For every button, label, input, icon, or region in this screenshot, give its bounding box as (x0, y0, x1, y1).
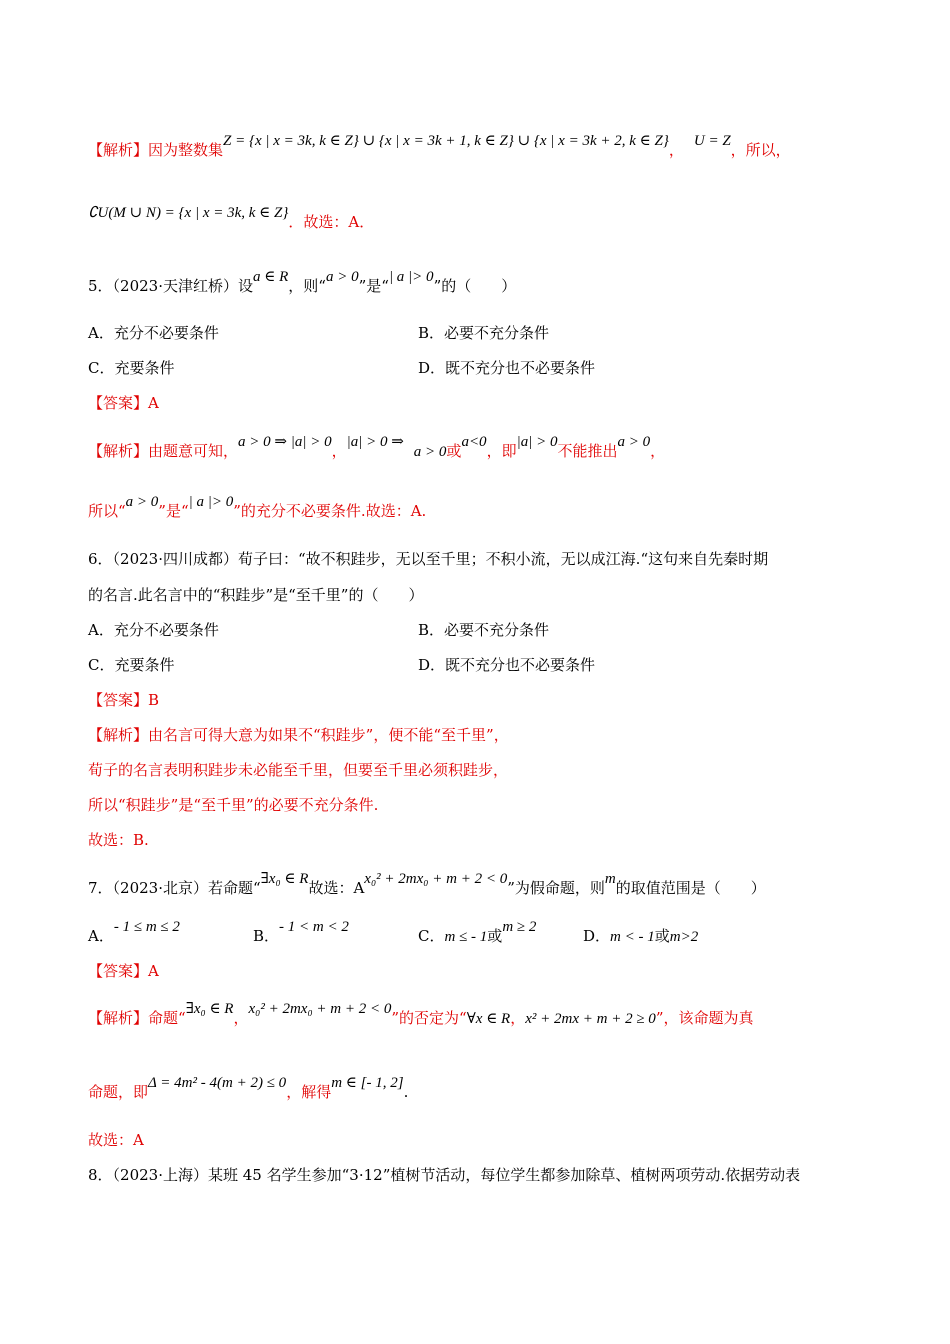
formula: - 1 < m < 2 (279, 919, 349, 935)
formula: m ≤ - 1 (444, 929, 488, 945)
formula: | a |> 0 (388, 269, 434, 285)
formula: Δ = 4m² - 4(m + 2) ≤ 0 (148, 1075, 287, 1091)
analysis-text: 命题“ (148, 1009, 186, 1027)
analysis-text: ．故选：A． (288, 213, 375, 231)
formula: ∃x₀ ∈ R (260, 871, 309, 887)
question-number: 8． (88, 1166, 113, 1184)
formula: a<0 (461, 434, 487, 450)
complement-formula: ∁U(M ∪ N) = {x | x = 3k, k ∈ Z} (88, 205, 289, 221)
option-text: 或 (654, 927, 670, 945)
answer-value: A (148, 394, 159, 412)
analysis-text: ，解得 (286, 1083, 332, 1101)
analysis-label: 【解析】 (88, 1009, 149, 1027)
answer-label: 【答案】 (88, 962, 149, 980)
analysis-text: ， (650, 442, 666, 460)
formula: |a| > 0 (516, 434, 558, 450)
q6-analysis-line1 (88, 725, 509, 745)
q7-option-a (88, 919, 180, 947)
q6-analysis-line2: 荀子的名言表明积跬步未必能至千里，但要至千里必须积跬步， (88, 761, 509, 779)
analysis-text: ”，该命题为真 (655, 1009, 754, 1027)
formula: a > 0 (413, 444, 447, 460)
q5-analysis-line2 (88, 494, 427, 522)
question-number: 7． (88, 879, 113, 897)
formula: a > 0 (325, 269, 359, 285)
answer-value: A (148, 962, 159, 980)
option-label: C． (418, 927, 445, 945)
analysis-text: . (403, 1083, 409, 1101)
question-number: 5． (88, 277, 113, 295)
question-source: （2023·上海） (112, 1166, 208, 1184)
universal-set-formula: U = Z (693, 133, 731, 149)
analysis-text: ”是“ (158, 502, 189, 520)
q6-answer (88, 690, 159, 710)
stem-text: 故选：A (308, 879, 365, 897)
formula: a ∈ R (253, 269, 289, 285)
q7-analysis-line1 (88, 1001, 754, 1029)
analysis-text: 命题，即 (88, 1083, 149, 1101)
formula: x₀² + 2mx₀ + m + 2 < 0 (248, 1001, 392, 1017)
formula: m>2 (669, 929, 699, 945)
analysis-text: ，即 (486, 442, 517, 460)
q6-option-c: C．充要条件 (88, 656, 175, 674)
q7-analysis-line3: 故选：A (88, 1131, 144, 1149)
analysis-text: ， (331, 442, 347, 460)
question-source: （2023·天津红桥） (112, 277, 238, 295)
q7-option-d (583, 926, 698, 947)
formula: x₀² + 2mx₀ + m + 2 < 0 (364, 871, 508, 887)
q5-stem (88, 269, 517, 297)
analysis-label: 【解析】 (88, 726, 149, 744)
formula: m ∈ [- 1, 2] (331, 1075, 404, 1091)
analysis-text: 由题意可知， (148, 442, 239, 460)
q6-stem-line1 (88, 549, 768, 569)
stem-text: ”是“ (358, 277, 389, 295)
q6-analysis-line3: 所以“积跬步”是“至千里”的必要不充分条件. (88, 796, 379, 814)
analysis-label: 【解析】 (88, 442, 149, 460)
analysis-text: 由名言可得大意为如果不“积跬步”，便不能“至千里”， (148, 726, 509, 744)
formula: a > 0 ⇒ |a| > 0 (238, 434, 332, 450)
q6-stem-line2: 的名言.此名言中的“积跬步”是“至千里”的（ ） (88, 586, 424, 604)
analysis-text: ， (510, 1009, 526, 1027)
q5-option-a: A．充分不必要条件 (88, 324, 219, 342)
question-source: （2023·四川成都） (112, 550, 238, 568)
formula: m (604, 871, 616, 887)
comma: ， (668, 141, 684, 159)
q7-analysis-line2 (88, 1075, 409, 1103)
q6-analysis-line4: 故选：B. (88, 831, 149, 849)
formula: ∀x ∈ R (466, 1011, 511, 1027)
q8-stem (88, 1165, 800, 1185)
analysis-text: 所以“ (88, 502, 126, 520)
stem-text: 某班 45 名学生参加“3·12”植树节活动，每位学生都参加除草、植树两项劳动.依据劳动表 (208, 1166, 801, 1184)
formula: m ≥ 2 (502, 919, 537, 935)
q6-option-b: B．必要不充分条件 (418, 621, 550, 639)
analysis-text: ， (233, 1009, 249, 1027)
option-label: B． (253, 927, 280, 945)
q5-option-b: B．必要不充分条件 (418, 324, 550, 342)
q5-option-c: C．充要条件 (88, 359, 175, 377)
integer-set-formula: Z = {x | x = 3k, k ∈ Z} ∪ {x | x = 3k + 1, k ∈ Z} ∪ {x | x = 3k + 2, k ∈ Z} (223, 133, 669, 149)
q7-answer (88, 961, 159, 981)
q5-analysis-line1 (88, 434, 666, 462)
question-source: （2023·北京） (112, 879, 208, 897)
q7-stem (88, 871, 766, 899)
stem-text: ”为假命题，则 (507, 879, 605, 897)
q7-option-b (253, 919, 349, 947)
analysis-text: 因为整数集 (148, 141, 224, 159)
analysis-text: 不能推出 (557, 442, 618, 460)
stem-text: ，则“ (288, 277, 326, 295)
q6-option-a: A．充分不必要条件 (88, 621, 219, 639)
q7-option-c (418, 919, 537, 947)
stem-text: ”的（ ） (433, 277, 517, 295)
formula: x² + 2mx + m + 2 ≥ 0 (525, 1011, 656, 1027)
question-number: 6． (88, 550, 113, 568)
stem-text: 荀子曰：“故不积跬步，无以至千里；不积小流，无以成江海.“这句来自先秦时期 (238, 550, 769, 568)
formula: ∃x₀ ∈ R (185, 1001, 234, 1017)
option-text: 或 (487, 927, 503, 945)
formula: a > 0 (617, 434, 651, 450)
formula: a > 0 (125, 494, 159, 510)
formula: - 1 ≤ m ≤ 2 (113, 919, 180, 935)
stem-text: 若命题“ (208, 879, 261, 897)
analysis-text: ”的充分不必要条件.故选：A. (233, 502, 427, 520)
analysis-text: ”的否定为“ (391, 1009, 467, 1027)
answer-label: 【答案】 (88, 394, 149, 412)
answer-value: B (148, 691, 160, 709)
q4-analysis-line2 (88, 205, 375, 233)
analysis-label: 【解析】 (88, 141, 149, 159)
q5-answer (88, 393, 159, 413)
q4-analysis-line1 (88, 133, 791, 161)
analysis-text: 或 (446, 442, 462, 460)
answer-label: 【答案】 (88, 691, 149, 709)
analysis-text: ，所以， (730, 141, 791, 159)
option-label: D． (583, 927, 611, 945)
formula: | a |> 0 (188, 494, 234, 510)
option-label: A． (88, 927, 114, 945)
q6-option-d: D．既不充分也不必要条件 (418, 656, 596, 674)
q5-option-d: D．既不充分也不必要条件 (418, 359, 596, 377)
formula: |a| > 0 ⇒ (346, 434, 404, 450)
formula: m < - 1 (610, 929, 655, 945)
stem-text: 设 (238, 277, 254, 295)
stem-text: 的取值范围是（ ） (615, 879, 766, 897)
